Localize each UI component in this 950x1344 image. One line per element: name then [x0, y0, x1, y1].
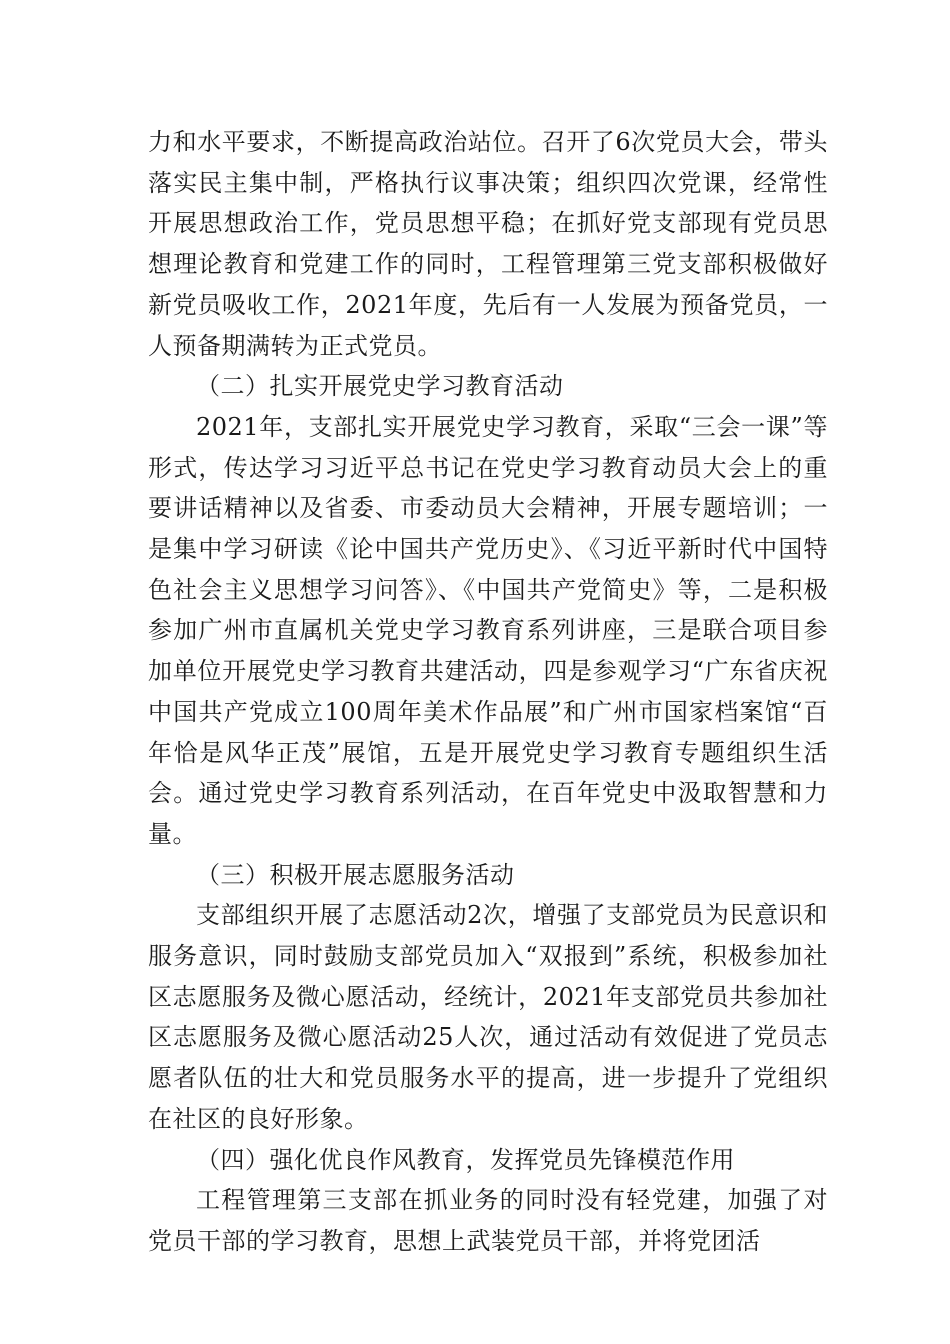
paragraph-work-style: 工程管理第三支部在抓业务的同时没有轻党建，加强了对党员干部的学习教育，思想上武装党员干部，并将党团活	[148, 1186, 828, 1255]
section-heading-2: （二）扎实开展党史学习教育活动	[196, 372, 564, 401]
document-body	[148, 122, 828, 1262]
paragraph-volunteer: 支部组织开展了志愿活动2次，增强了支部党员为民意识和服务意识，同时鼓励支部党员加入“双报到”系统，积极参加社区志愿服务及微心愿活动，经统计，2021年支部党员共参加社区志愿服务及微心愿活动25人次，通过活动有效促进了党员志愿者队伍的壮大和党员服务水平的提高，进一步提升了党组织在社区的良好形象。	[148, 901, 828, 1133]
paragraph-continuation: 力和水平要求，不断提高政治站位。召开了6次党员大会，带头落实民主集中制，严格执行议事决策；组织四次党课，经常性开展思想政治工作，党员思想平稳；在抓好党支部现有党员思想理论教育和党建工作的同时，工程管理第三党支部积极做好新党员吸收工作，2021年度，先后有一人发展为预备党员，一人预备期满转为正式党员。	[148, 128, 828, 360]
paragraph-party-history: 2021年，支部扎实开展党史学习教育，采取“三会一课”等形式，传达学习习近平总书记在党史学习教育动员大会上的重要讲话精神以及省委、市委动员大会精神，开展专题培训；一是集中学习研读《论中国共产党历史》、《习近平新时代中国特色社会主义思想学习问答》、《中国共产党简史》等，二是积极参加广州市直属机关党史学习教育系列讲座，三是联合项目参加单位开展党史学习教育共建活动，四是参观学习“广东省庆祝中国共产党成立100周年美术作品展”和广州市国家档案馆“百年恰是风华正茂”展馆，五是开展党史学习教育专题组织生活会。通过党史学习教育系列活动，在百年党史中汲取智慧和力量。	[148, 412, 828, 848]
section-heading-4: （四）强化优良作风教育，发挥党员先锋模范作用	[196, 1145, 735, 1174]
section-heading-3: （三）积极开展志愿服务活动	[196, 860, 515, 889]
